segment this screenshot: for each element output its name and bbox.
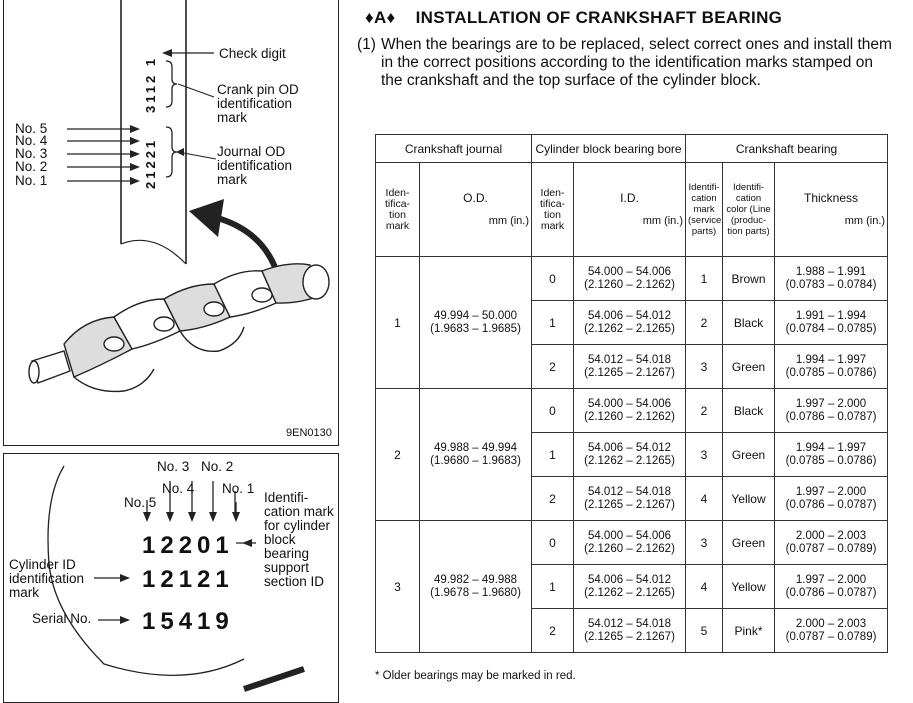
cylinder-id-label: Cylinder ID identification mark [9, 557, 85, 600]
journal-no-3: No. 3 [15, 146, 48, 161]
id-value: 54.000 – 54.006 [587, 265, 672, 278]
bearing-color-cell: Brown [723, 257, 775, 301]
bearing-color-cell: Green [723, 521, 775, 565]
id-inch-value: (2.1265 – 2.1267) [584, 366, 675, 379]
cylinder-marks: 12121 [142, 566, 234, 593]
id-inch-value: (2.1260 – 2.1262) [584, 542, 675, 555]
thickness-inch-value: (0.0786 – 0.0787) [785, 498, 877, 511]
thickness-inch-value: (0.0785 – 0.0786) [785, 366, 877, 379]
header-id [574, 163, 686, 257]
figure-id: 9EN0130 [286, 427, 332, 439]
bore-id-cell [574, 565, 686, 609]
bearing-color-cell: Green [723, 433, 775, 477]
thickness-value: 1.991 – 1.994 [795, 309, 867, 322]
bearing-table [375, 134, 888, 653]
journal-mark-cell: 1 [376, 257, 420, 389]
header-id-label: I.D. [620, 190, 639, 205]
header-bore-mark: Iden- tifica- tion mark [532, 163, 574, 257]
thickness-inch-value: (0.0786 – 0.0787) [785, 586, 877, 599]
journal-od-cell [420, 521, 532, 653]
journal-no-5: No. 5 [15, 121, 48, 136]
thickness-value: 1.994 – 1.997 [795, 441, 867, 454]
thickness-inch-value: (0.0783 – 0.0784) [785, 278, 877, 291]
thickness-cell [775, 257, 888, 301]
id-value: 54.006 – 54.012 [587, 441, 672, 454]
id-value: 54.006 – 54.012 [587, 573, 672, 586]
bearing-mark-cell: 4 [686, 477, 723, 521]
header-bearing-color: Identifi- cation color (Line (produc- tion parts) [723, 163, 775, 257]
thickness-cell [775, 301, 888, 345]
bore-mark-cell: 1 [532, 301, 574, 345]
id-inch-value: (2.1265 – 2.1267) [584, 498, 675, 511]
od-value: 49.988 – 49.994 [433, 441, 518, 454]
check-digit-label: Check digit [219, 46, 286, 61]
no-1-label: No. 1 [222, 481, 255, 496]
bearing-color-cell: Yellow [723, 565, 775, 609]
bore-mark-cell: 2 [532, 609, 574, 653]
bore-id-cell [574, 345, 686, 389]
no-5-label: No. 5 [124, 495, 157, 510]
header-crankshaft-journal: Crankshaft journal [376, 135, 532, 163]
no-4-label: No. 4 [162, 481, 195, 496]
header-journal-mark: Iden- tifica- tion mark [376, 163, 420, 257]
crank-pin-marks: 3112 1 [143, 55, 158, 113]
bore-id-cell [574, 301, 686, 345]
bore-id-cell [574, 257, 686, 301]
header-id-unit: mm (in.) [642, 214, 684, 227]
crank-pin-label: Crank pin OD identification mark [217, 82, 299, 125]
no-2-label: No. 2 [201, 459, 234, 474]
bearing-color-cell: Green [723, 345, 775, 389]
thickness-cell [775, 477, 888, 521]
header-od [420, 163, 532, 257]
section-marker: ♦A♦ [365, 8, 396, 27]
step-number: (1) [357, 36, 376, 53]
id-value: 54.006 – 54.012 [587, 309, 672, 322]
table-row [376, 521, 888, 565]
thickness-value: 2.000 – 2.003 [795, 617, 867, 630]
id-inch-value: (2.1260 – 2.1262) [584, 410, 675, 423]
journal-label: Journal OD identification mark [217, 144, 293, 187]
thickness-cell [775, 433, 888, 477]
id-value: 54.012 – 54.018 [587, 353, 672, 366]
bore-mark-cell: 1 [532, 565, 574, 609]
serial-label: Serial No. [32, 611, 92, 626]
thickness-inch-value: (0.0784 – 0.0785) [785, 322, 877, 335]
journal-no-4: No. 4 [15, 133, 48, 148]
od-inch-value: (1.9683 – 1.9685) [430, 322, 521, 335]
thickness-value: 1.997 – 2.000 [795, 485, 867, 498]
header-thickness-unit: mm (in.) [844, 214, 886, 227]
id-inch-value: (2.1262 – 2.1265) [584, 454, 675, 467]
bore-id-cell [574, 477, 686, 521]
ident-label: Identifi- cation mark for cylinder block bearing support section ID [264, 490, 334, 589]
thickness-cell [775, 565, 888, 609]
id-inch-value: (2.1262 – 2.1265) [584, 322, 675, 335]
thickness-cell [775, 609, 888, 653]
bearing-mark-cell: 2 [686, 389, 723, 433]
thickness-cell [775, 389, 888, 433]
footnote: * Older bearings may be marked in red. [375, 670, 576, 682]
no-3-label: No. 3 [157, 459, 190, 474]
id-inch-value: (2.1260 – 2.1262) [584, 278, 675, 291]
thickness-cell [775, 345, 888, 389]
bore-mark-cell: 0 [532, 389, 574, 433]
bore-id-cell [574, 389, 686, 433]
crankshaft-figure [3, 0, 339, 446]
od-inch-value: (1.9678 – 1.9680) [430, 586, 521, 599]
bearing-mark-cell: 1 [686, 257, 723, 301]
bore-mark-cell: 2 [532, 345, 574, 389]
bearing-mark-cell: 2 [686, 301, 723, 345]
serial-number: 15419 [142, 608, 234, 635]
section-title [365, 8, 782, 28]
thickness-value: 1.997 – 2.000 [795, 397, 867, 410]
journal-od-cell [420, 257, 532, 389]
thickness-cell [775, 521, 888, 565]
section-heading: INSTALLATION OF CRANKSHAFT BEARING [415, 8, 783, 27]
bore-mark-cell: 0 [532, 521, 574, 565]
journal-mark-cell: 2 [376, 389, 420, 521]
bore-id-cell [574, 609, 686, 653]
header-od-unit: mm (in.) [488, 214, 530, 227]
id-value: 54.000 – 54.006 [587, 529, 672, 542]
od-value: 49.994 – 50.000 [433, 309, 518, 322]
bearing-mark-cell: 3 [686, 433, 723, 477]
journal-od-cell [420, 389, 532, 521]
thickness-inch-value: (0.0785 – 0.0786) [785, 454, 877, 467]
crankshaft-drawing [4, 0, 340, 447]
table-row [376, 257, 888, 301]
bearing-color-cell: Yellow [723, 477, 775, 521]
bearing-color-cell: Black [723, 301, 775, 345]
bearing-mark-cell: 3 [686, 345, 723, 389]
journal-no-1: No. 1 [15, 173, 48, 188]
thickness-value: 1.994 – 1.997 [795, 353, 867, 366]
bore-id-cell [574, 433, 686, 477]
thickness-inch-value: (0.0787 – 0.0789) [785, 542, 877, 555]
header-crankshaft-bearing: Crankshaft bearing [686, 135, 888, 163]
bearing-mark-cell: 5 [686, 609, 723, 653]
bore-mark-cell: 0 [532, 257, 574, 301]
header-thickness [775, 163, 888, 257]
header-od-label: O.D. [463, 190, 488, 205]
id-inch-value: (2.1265 – 2.1267) [584, 630, 675, 643]
bore-mark-cell: 1 [532, 433, 574, 477]
thickness-inch-value: (0.0786 – 0.0787) [785, 410, 877, 423]
header-bearing-mark: Identifi- cation mark (service parts) [686, 163, 723, 257]
journal-no-2: No. 2 [15, 159, 48, 174]
id-inch-value: (2.1262 – 2.1265) [584, 586, 675, 599]
id-value: 54.000 – 54.006 [587, 397, 672, 410]
header-thickness-label: Thickness [804, 190, 859, 205]
table-row [376, 389, 888, 433]
id-value: 54.012 – 54.018 [587, 617, 672, 630]
od-inch-value: (1.9680 – 1.9683) [430, 454, 521, 467]
cylinder-block-figure [3, 453, 339, 703]
thickness-value: 1.988 – 1.991 [795, 265, 867, 278]
bearing-mark-cell: 3 [686, 521, 723, 565]
bearing-mark-cell: 4 [686, 565, 723, 609]
bearing-color-cell: Black [723, 389, 775, 433]
thickness-value: 1.997 – 2.000 [795, 573, 867, 586]
bore-id-cell [574, 521, 686, 565]
bearing-color-cell: Pink* [723, 609, 775, 653]
journal-mark-cell: 3 [376, 521, 420, 653]
od-value: 49.982 – 49.988 [433, 573, 518, 586]
journal-marks: 21221 [143, 137, 158, 189]
header-cylinder-bore: Cylinder block bearing bore [532, 135, 686, 163]
step-text: When the bearings are to be replaced, select correct ones and install them in the correct positions according to the identification marks stamped on the crankshaft and the top surface of the cylinder block. [381, 36, 892, 89]
thickness-inch-value: (0.0787 – 0.0789) [785, 630, 877, 643]
bore-marks: 12201 [142, 532, 234, 559]
id-value: 54.012 – 54.018 [587, 485, 672, 498]
thickness-value: 2.000 – 2.003 [795, 529, 867, 542]
bore-mark-cell: 2 [532, 477, 574, 521]
